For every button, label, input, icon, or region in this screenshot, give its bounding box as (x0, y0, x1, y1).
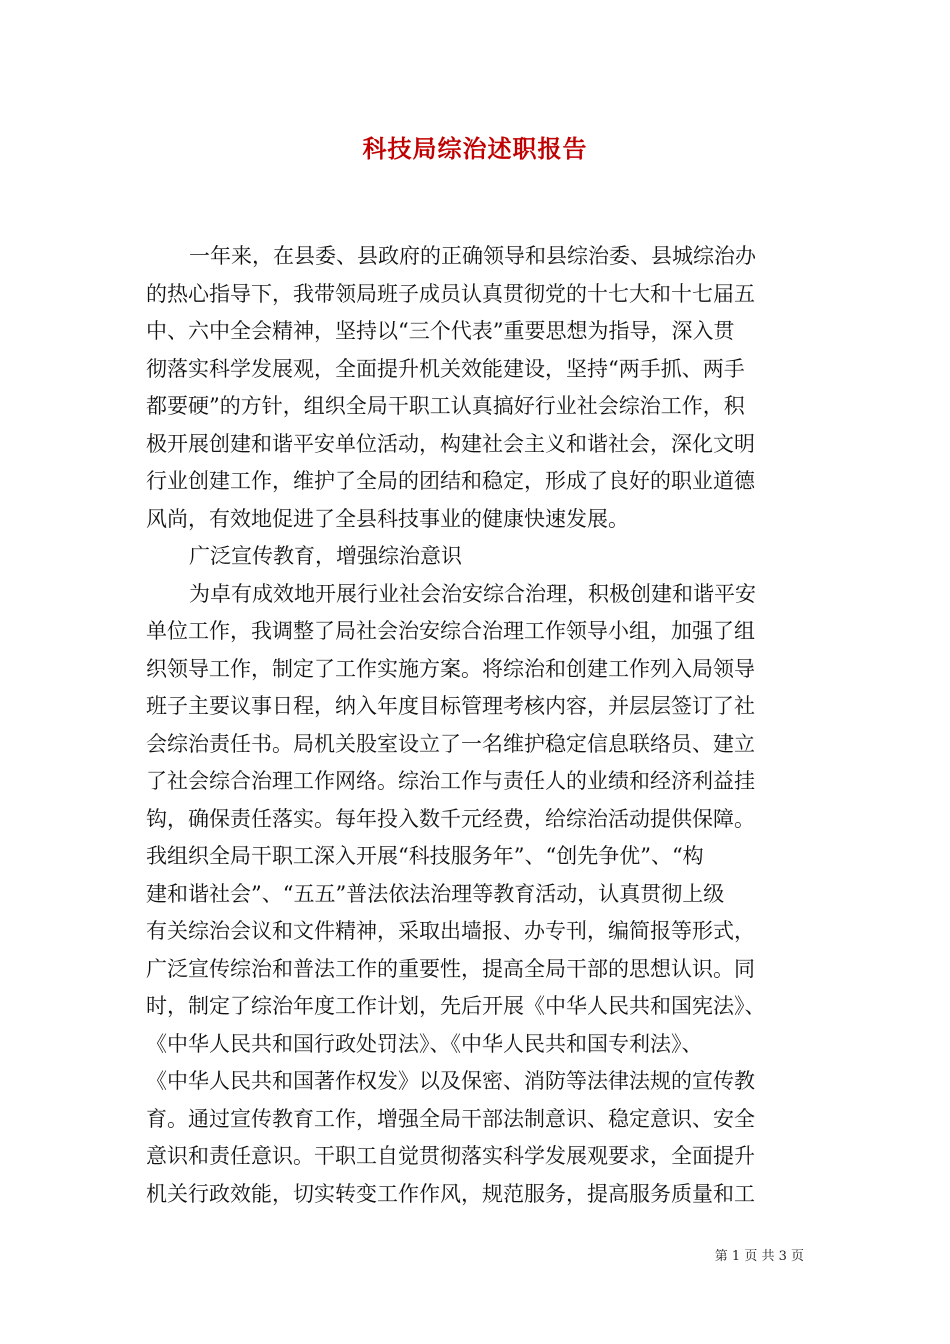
paragraph-line: 都要硬”的方针，组织全局干职工认真搞好行业社会综治工作，积 (146, 394, 745, 418)
paragraph-line: 单位工作，我调整了局社会治安综合治理工作领导小组，加强了组 (146, 619, 755, 643)
paragraph-line: 我组织全局干职工深入开展“科技服务年”、“创先争优”、“构 (146, 844, 704, 868)
paragraph-line: 的热心指导下，我带领局班子成员认真贯彻党的十七大和十七届五 (146, 281, 755, 306)
paragraph-line: 机关行政效能，切实转变工作作风，规范服务，提高服务质量和工 (146, 1181, 755, 1206)
page-number-footer: 第 1 页 共 3 页 (714, 1249, 804, 1264)
paragraph-line: 风尚，有效地促进了全县科技事业的健康快速发展。 (146, 506, 629, 531)
paragraph-line: 班子主要议事日程，纳入年度目标管理考核内容，并层层签订了社 (146, 694, 755, 718)
paragraph-line: 了社会综合治理工作网络。综治工作与责任人的业绩和经济利益挂 (146, 769, 755, 793)
paragraph-line: 时，制定了综治年度工作计划，先后开展《中华人民共和国宪法》、 (146, 994, 766, 1018)
paragraph-line: 建和谐社会”、“五五”普法依法治理等教育活动，认真贯彻上级 (146, 881, 725, 906)
paragraph-line: 有关综治会议和文件精神，采取出墙报、办专刊，编简报等形式， (146, 919, 755, 943)
paragraph-line: 为卓有成效地开展行业社会治安综合治理，积极创建和谐平安 (189, 581, 756, 606)
paragraph-line: 彻落实科学发展观，全面提升机关效能建设，坚持“两手抓、两手 (146, 356, 745, 381)
paragraph-line: 钩，确保责任落实。每年投入数千元经费，给综治活动提供保障。 (146, 806, 755, 831)
paragraph-line: 意识和责任意识。干职工自觉贯彻落实科学发展观要求，全面提升 (146, 1144, 755, 1168)
paragraph-line: 一年来，在县委、县政府的正确领导和县综治委、县城综治办 (189, 244, 756, 268)
paragraph-line: 育。通过宣传教育工作，增强全局干部法制意识、稳定意识、安全 (146, 1106, 755, 1131)
paragraph-line: 会综治责任书。局机关股室设立了一名维护稳定信息联络员、建立 (146, 731, 755, 756)
paragraph-line: 极开展创建和谐平安单位活动，构建社会主义和谐社会，深化文明 (146, 431, 755, 456)
paragraph-line: 广泛宣传综治和普法工作的重要性，提高全局干部的思想认识。同 (146, 956, 755, 981)
section-heading: 广泛宣传教育，增强综治意识 (189, 544, 462, 568)
document-title: 科技局综治述职报告 (362, 134, 588, 163)
paragraph-line: 行业创建工作，维护了全局的团结和稳定，形成了良好的职业道德 (146, 469, 755, 493)
paragraph-line: 中、六中全会精神，坚持以“三个代表”重要思想为指导，深入贯 (146, 319, 735, 343)
paragraph-line: 织领导工作，制定了工作实施方案。将综治和创建工作列入局领导 (146, 656, 755, 681)
document-body (146, 238, 806, 1213)
paragraph-line: 《中华人民共和国行政处罚法》、《中华人民共和国专利法》、 (146, 1031, 703, 1056)
paragraph-line: 《中华人民共和国著作权发》以及保密、消防等法律法规的宣传教 (146, 1069, 755, 1093)
